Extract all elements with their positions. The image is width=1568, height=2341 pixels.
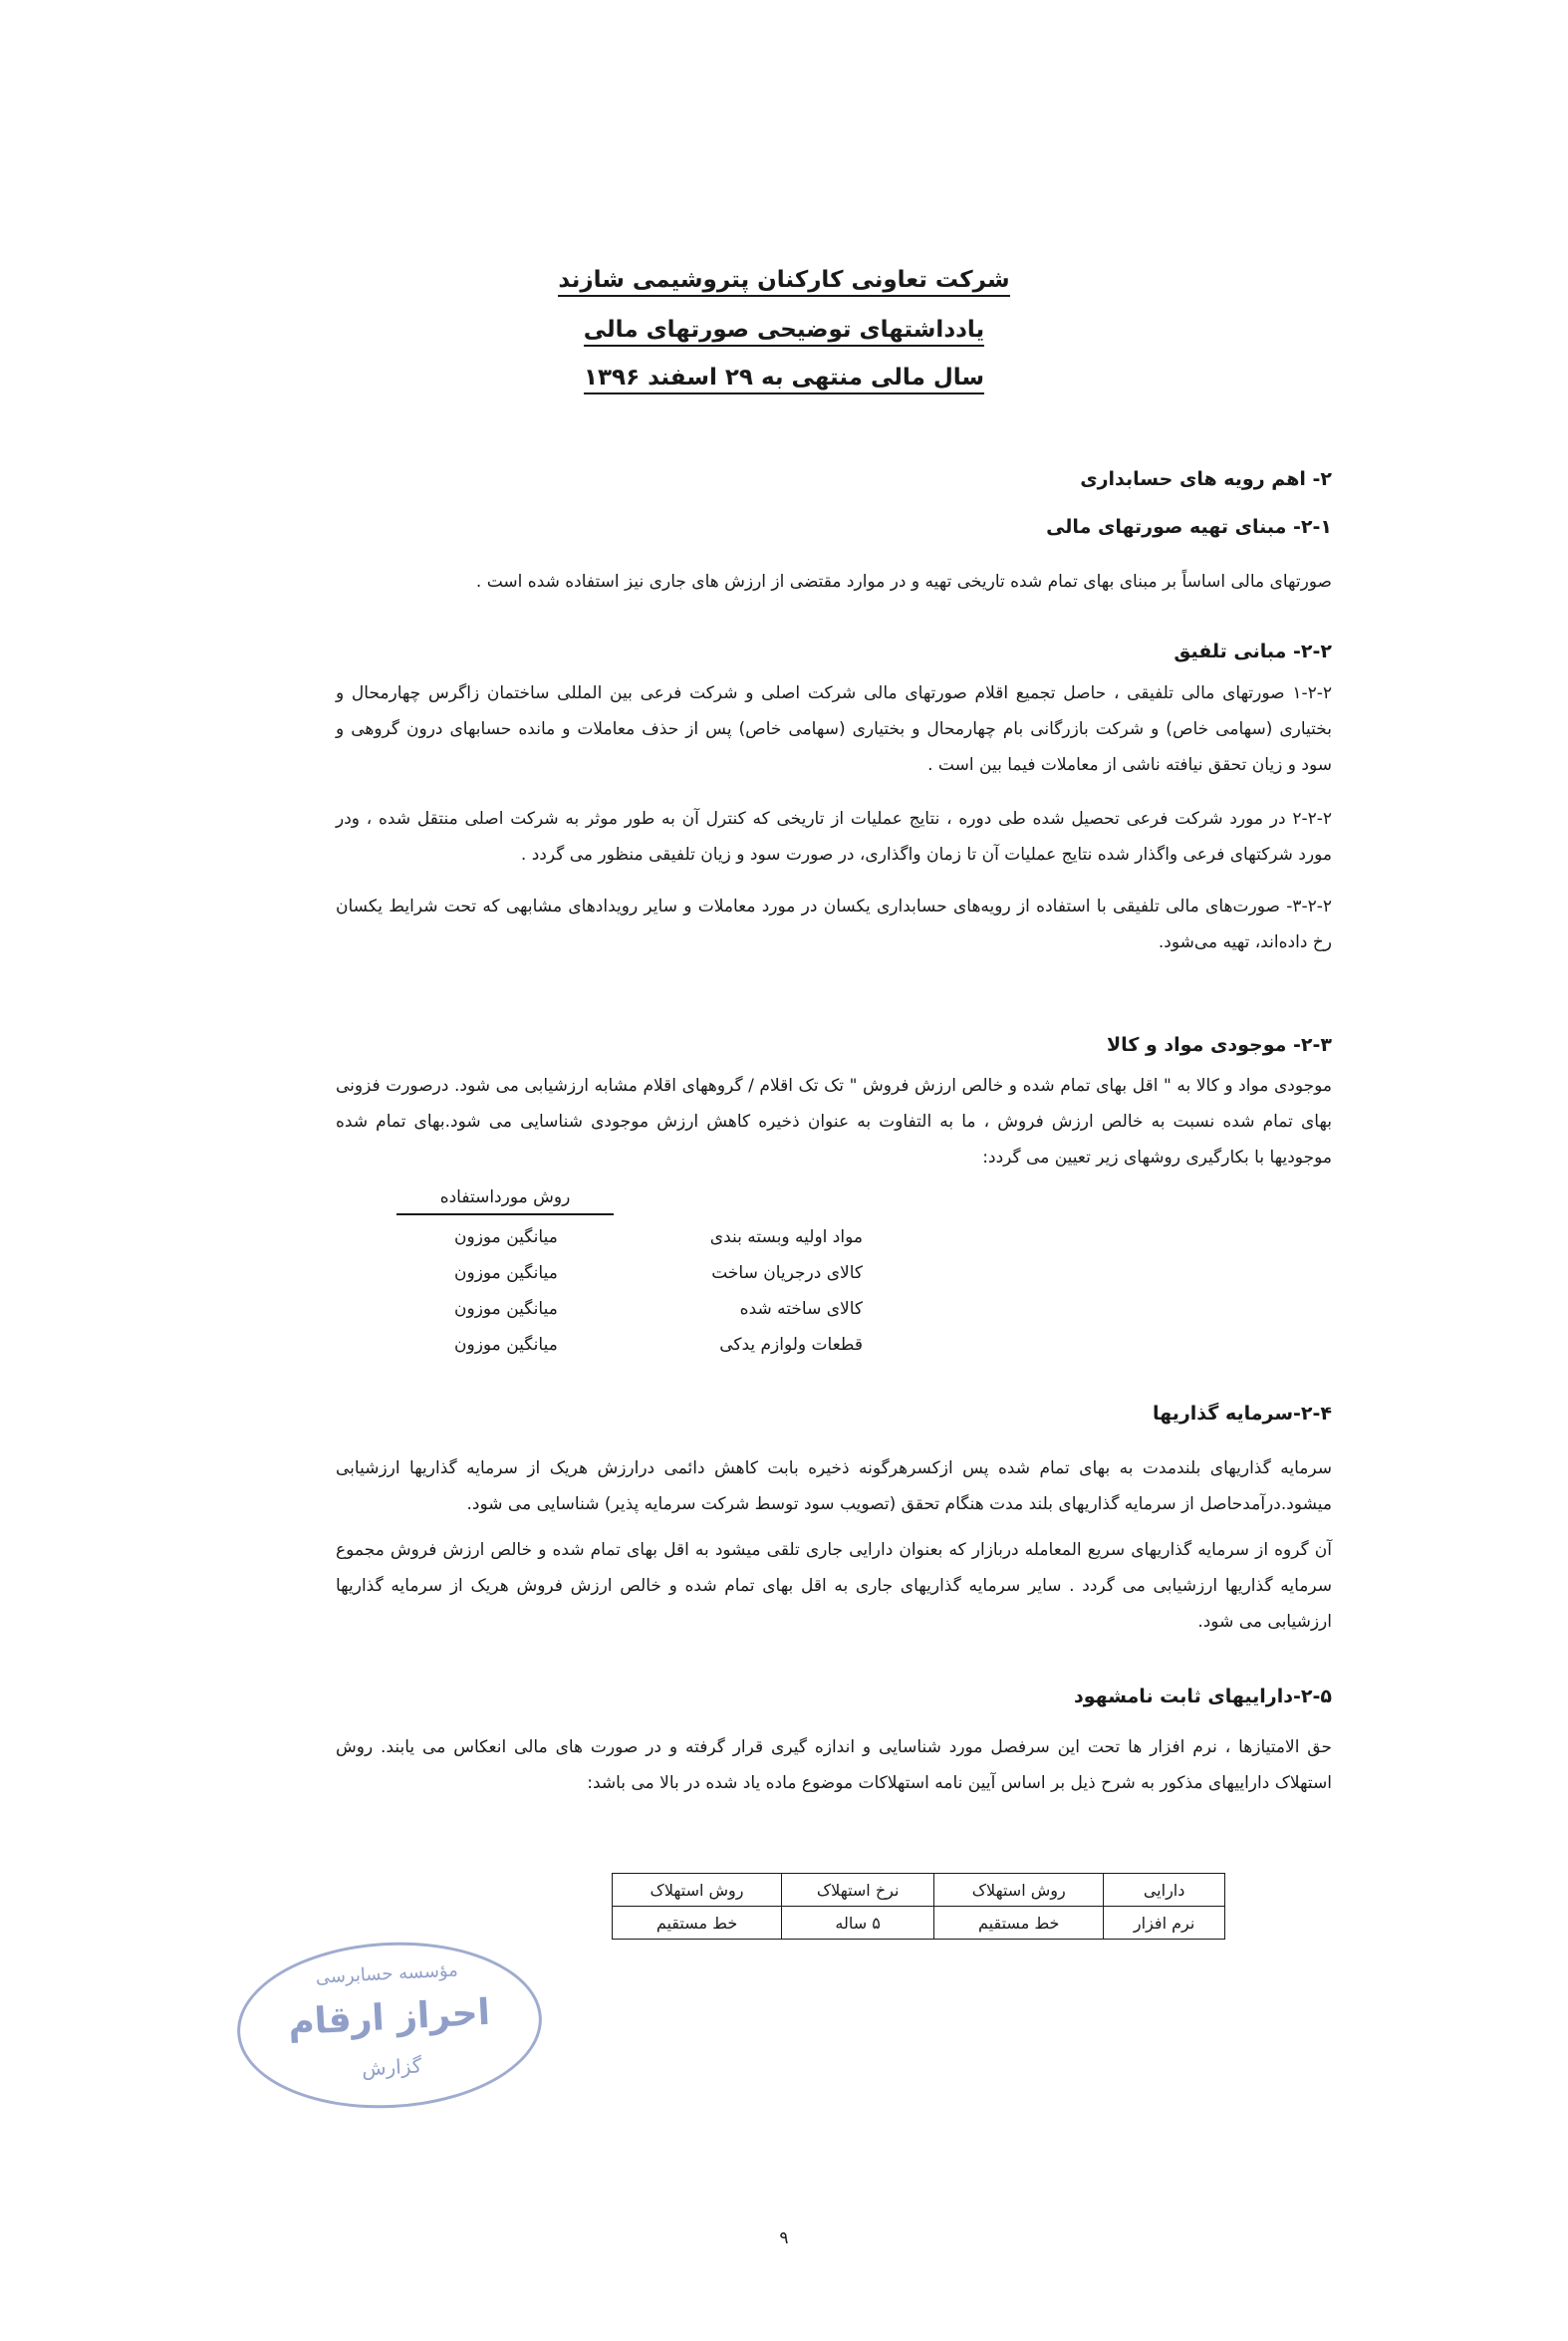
company-title: شرکت تعاونی کارکنان پتروشیمی شازند bbox=[0, 267, 1568, 293]
table-header-row bbox=[613, 1874, 1225, 1907]
table-cell: خط مستقیم bbox=[613, 1907, 782, 1940]
section-2-5-text: حق الامتیازها ، نرم افزار ها تحت این سرفصل مورد شناسایی و اندازه گیری قرار گرفته و در صورت های مالی انعکاس می یابند. روش استهلاک داراییهای مذکور به شرح ذیل بر اساس آیین نامه استهلاکات موضوع ماده یاد شده در بالا می باشد: bbox=[336, 1737, 1332, 1793]
section-2-2-1-text: ۱-۲-۲ صورتهای مالی تلفیقی ، حاصل تجمیع اقلام صورتهای مالی شرکت اصلی و شرکت فرعی بین المللی ساختمان زاگرس چهارمحال و بختیاری (سهامی خاص) و شرکت بازرگانی بام چهارمحال و بختیاری (سهامی خاص) پس از حذف معاملات و مانده حسابهای درون گروهی و سود و زیان تحقق نیافته ناشی از معاملات فیما بین است . bbox=[336, 683, 1332, 775]
table-header-cell: نرخ استهلاک bbox=[782, 1874, 934, 1907]
table-row bbox=[613, 1907, 1225, 1940]
section-2-2-heading: ۲-۲- مبانی تلفیق bbox=[1174, 641, 1332, 662]
inventory-item: کالای ساخته شده bbox=[739, 1299, 863, 1319]
inventory-method: میانگین موزون bbox=[454, 1263, 558, 1283]
section-2-4-text-1: سرمایه گذاریهای بلندمدت به بهای تمام شده پس ازکسرهرگونه ذخیره بابت کاهش دائمی درارزش هریک از سرمایه گذاریها ارزشیابی میشود.درآمدحاصل از سرمایه گذاریهای بلند مدت هنگام تحقق (تصویب سود توسط شرکت سرمایه پذیر) شناسایی می شود. bbox=[336, 1458, 1332, 1514]
inventory-method-header: روش مورداستفاده bbox=[396, 1187, 614, 1215]
section-2-1-heading: ۲-۱- مبنای تهیه صورتهای مالی bbox=[1046, 516, 1332, 538]
inventory-item: کالای درجریان ساخت bbox=[711, 1263, 863, 1283]
stamp-line-3: گزارش bbox=[361, 2053, 422, 2081]
table-cell: خط مستقیم bbox=[934, 1907, 1104, 1940]
section-2-4-heading: ۲-۴-سرمایه گذاریها bbox=[1153, 1403, 1332, 1425]
stamp-line-1: مؤسسه حسابرسی bbox=[315, 1959, 459, 1988]
table-header-cell: دارایی bbox=[1104, 1874, 1225, 1907]
section-2-2-3-text: ۳-۲-۲- صورت‌های مالی تلفیقی با استفاده از رویه‌های حسابداری یکسان در مورد معاملات و سایر رویدادهای مشابهی که تحت شرایط یکسان رخ داده‌اند، تهیه می‌شود. bbox=[336, 897, 1332, 952]
table-cell: نرم افزار bbox=[1104, 1907, 1225, 1940]
section-2-3-text: موجودی مواد و کالا به " اقل بهای تمام شده و خالص ارزش فروش " تک تک اقلام / گروههای اقلام مشابه ارزشیابی می شود. درصورت فزونی بهای تمام شده نسبت به خالص ارزش فروش ، ما به التفاوت به عنوان ذخیره کاهش ارزش موجودی شناسایی می شود.بهای تمام شده موجودیها با بکارگیری روشهای زیر تعیین می گردد: bbox=[336, 1076, 1332, 1168]
table-cell: ۵ ساله bbox=[782, 1907, 934, 1940]
section-2-2-2-text: ۲-۲-۲ در مورد شرکت فرعی تحصیل شده طی دوره ، نتایج عملیات از تاریخی که کنترل آن به طور موثر به شرکت اصلی منتقل شده ، ودر مورد شرکتهای فرعی واگذار شده نتایج عملیات آن تا زمان واگذاری، در صورت سود و زیان تلفیقی منظور می گردد . bbox=[336, 809, 1332, 865]
stamp-line-2: احراز ارقام bbox=[287, 1991, 491, 2044]
table-header-cell: روش استهلاک bbox=[934, 1874, 1104, 1907]
page-number: ۹ bbox=[779, 2228, 789, 2248]
inventory-method: میانگین موزون bbox=[454, 1299, 558, 1319]
amortization-table bbox=[612, 1873, 1225, 1940]
section-2-3-heading: ۲-۳- موجودی مواد و کالا bbox=[1107, 1034, 1332, 1056]
section-2-1-text: صورتهای مالی اساساً بر مبنای بهای تمام شده تاریخی تهیه و در موارد مقتضی از ارزش های جاری نیز استفاده شده است . bbox=[475, 572, 1332, 592]
inventory-item: مواد اولیه وبسته بندی bbox=[709, 1227, 863, 1247]
section-2-4-text-2: آن گروه از سرمایه گذاریهای سریع المعامله دربازار که بعنوان دارایی جاری تلقی میشود به اقل بهای تمام شده و خالص ارزش فروش مجموع سرمایه گذاریها ارزشیابی می گردد . سایر سرمایه گذاریهای جاری به اقل بهای تمام شده و خالص ارزش فروش هریک از سرمایه گذاریها ارزشیابی می شود. bbox=[336, 1540, 1332, 1632]
inventory-item: قطعات ولوازم یدکی bbox=[719, 1335, 863, 1355]
table-header-cell: روش استهلاک bbox=[613, 1874, 782, 1907]
section-2-5-heading: ۲-۵-داراییهای ثابت نامشهود bbox=[1074, 1686, 1332, 1707]
notes-title: یادداشتهای توضیحی صورتهای مالی bbox=[0, 317, 1568, 343]
inventory-method: میانگین موزون bbox=[454, 1335, 558, 1355]
fiscal-year-title: سال مالی منتهی به ۲۹ اسفند ۱۳۹۶ bbox=[0, 365, 1568, 390]
audit-firm-stamp bbox=[233, 1935, 546, 2116]
section-2-heading: ۲- اهم رویه های حسابداری bbox=[1080, 468, 1332, 490]
inventory-method: میانگین موزون bbox=[454, 1227, 558, 1247]
